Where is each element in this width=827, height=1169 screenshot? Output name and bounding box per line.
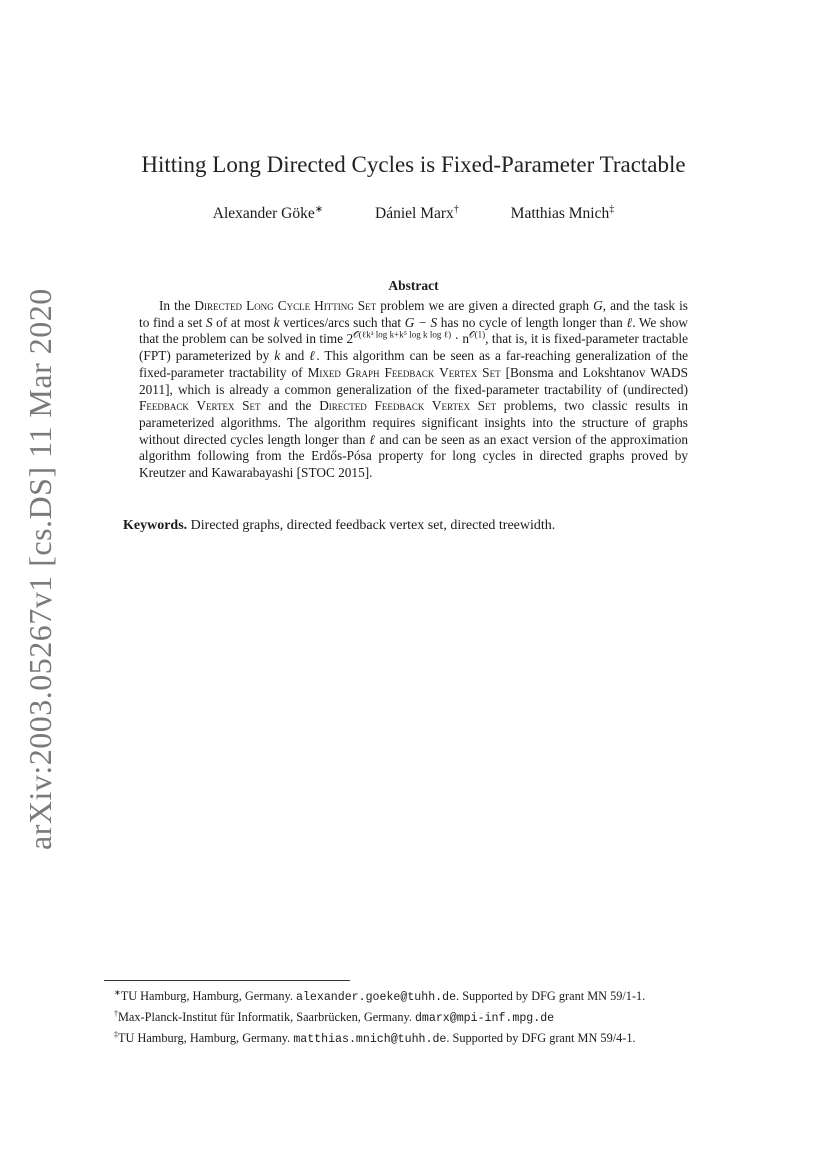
author: Dániel Marx† — [375, 204, 459, 223]
footnote: ‡TU Hamburg, Hamburg, Germany. matthias.mnich@tuhh.de. Supported by DFG grant MN 59/4-1. — [114, 1030, 636, 1047]
footnotes — [114, 985, 724, 1048]
abstract-text: In the Directed Long Cycle Hitting Set problem we are given a directed graph G, and the task is to find a set S of at most k vertices/arcs such that G − S has no cycle of length longer than ℓ. We show that the problem can be solved in time $2^{𝒪(\ell k^3 log k+k^5 log k log \ell)} \cdot n^{𝒪(1)}$, that is, it is fixed-parameter tractable (FPT) parameterized by k and ℓ. This algorithm can be seen as a far-reaching generalization of the fixed-parameter tractability of Mixed Graph Feedback Vertex Set [Bonsma and Lokshtanov WADS 2011], which is already a common generalization of the fixed-parameter tractability of (undirected) Feedback Vertex Set and the Directed Feedback Vertex Set problems, two classic results in parameterized algorithms. The algorithm requires significant insights into the structure of graphs without directed cycles length longer than ℓ and can be seen as an exact version of the approximation algorithm following from the Erdős-Pósa property for long cycles in directed graphs proved by Kreutzer and Kawarabayashi [STOC 2015]. — [139, 298, 689, 481]
keywords — [123, 518, 713, 534]
author: Alexander Göke∗ — [212, 204, 324, 223]
footnote: ∗TU Hamburg, Hamburg, Germany. alexander.goeke@tuhh.de. Supported by DFG grant MN 59/1-1. — [114, 988, 646, 1005]
paper-title: Hitting Long Directed Cycles is Fixed-Parameter Tractable — [141, 152, 686, 177]
author-list — [0, 204, 827, 223]
email-link[interactable]: matthias.mnich@tuhh.de — [293, 1033, 447, 1047]
footnote-rule — [104, 980, 350, 981]
keywords-text: Directed graphs, directed feedback vertex set, directed treewidth. — [187, 518, 556, 533]
email-link[interactable]: dmarx@mpi-inf.mpg.de — [414, 1012, 555, 1026]
arxiv-identifier: arXiv:2003.05267v1 [cs.DS] 11 Mar 2020 — [22, 288, 58, 850]
email-link[interactable]: alexander.goeke@tuhh.de — [296, 991, 457, 1005]
keywords-label: Keywords. — [123, 518, 188, 533]
abstract-heading: Abstract — [388, 278, 439, 293]
author: Matthias Mnich‡ — [510, 204, 615, 223]
footnote: †Max-Planck-Institut für Informatik, Saarbrücken, Germany. dmarx@mpi-inf.mpg.de — [114, 1009, 555, 1026]
